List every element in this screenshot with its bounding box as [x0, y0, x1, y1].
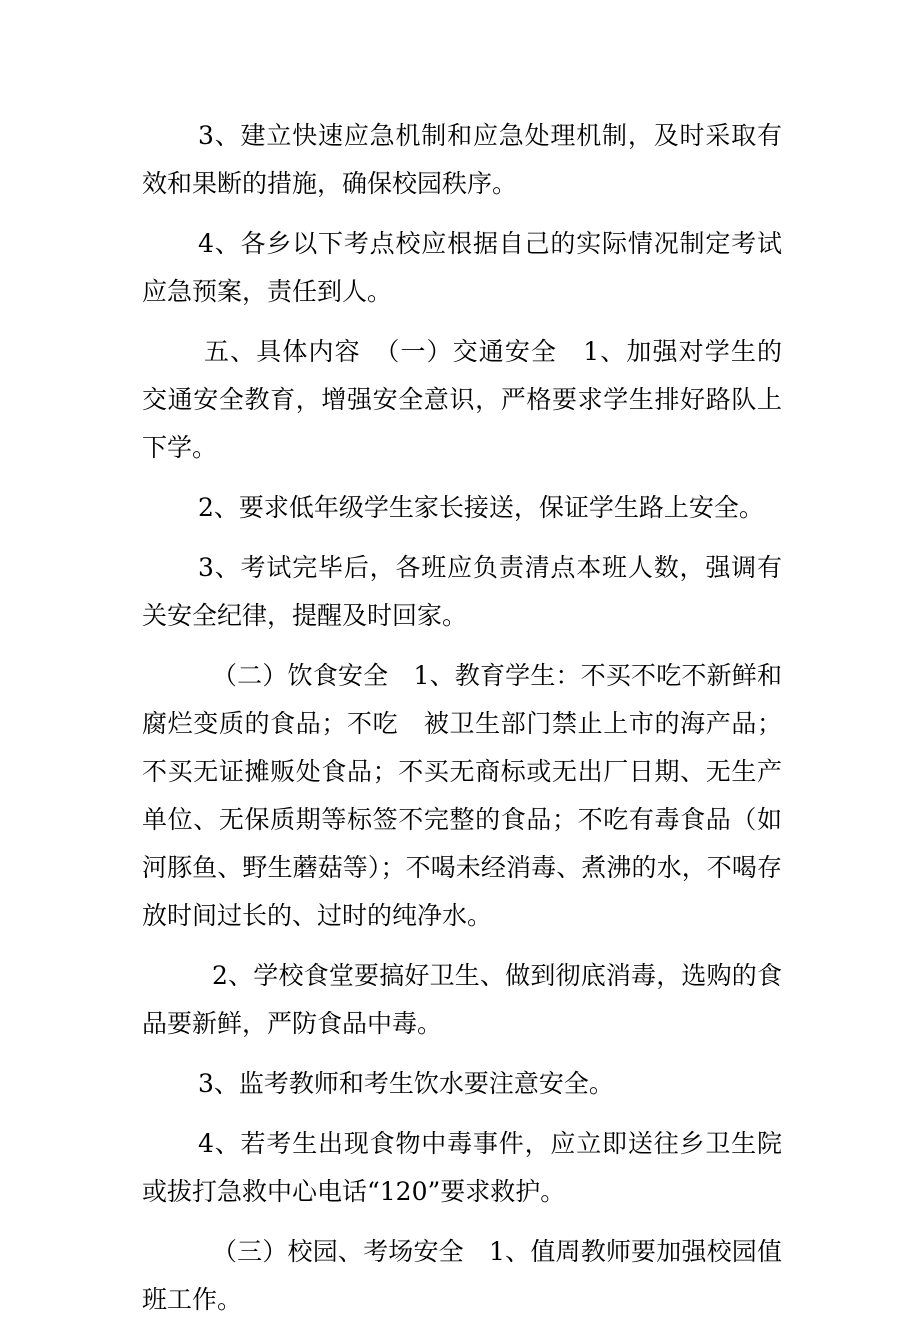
document-body — [142, 112, 782, 1336]
paragraph-3: 五、具体内容 （一）交通安全 1、加强对学生的交通安全教育，增强安全意识，严格要求学生排好路队上下学。 — [142, 337, 782, 462]
paragraph-8: 3、监考教师和考生饮水要注意安全。 — [198, 1069, 614, 1098]
paragraph-10: （三）校园、考场安全 1、值周教师要加强校园值班工作。 — [142, 1237, 782, 1314]
paragraph-9: 4、若考生出现食物中毒事件，应立即送往乡卫生院或拔打急救中心电话“120”要求救护。 — [142, 1129, 782, 1206]
paragraph-2: 4、各乡以下考点校应根据自己的实际情况制定考试应急预案，责任到人。 — [142, 229, 782, 306]
paragraph-5: 3、考试完毕后，各班应负责清点本班人数，强调有关安全纪律，提醒及时回家。 — [142, 553, 782, 630]
paragraph-7: 2、学校食堂要搞好卫生、做到彻底消毒，选购的食品要新鲜，严防食品中毒。 — [142, 961, 782, 1038]
paragraph-4: 2、要求低年级学生家长接送，保证学生路上安全。 — [198, 493, 764, 522]
paragraph-1: 3、建立快速应急机制和应急处理机制，及时采取有效和果断的措施，确保校园秩序。 — [142, 121, 782, 198]
paragraph-6: （二）饮食安全 1、教育学生：不买不吃不新鲜和腐烂变质的食品；不吃 被卫生部门禁止上市的海产品；不买无证摊贩处食品；不买无商标或无出厂日期、无生产单位、无保质期等标签不完整的食品；不吃有毒食品（如河豚鱼、野生蘑菇等）；不喝未经消毒、煮沸的水，不喝存放时间过长的、过时的纯净水。 — [142, 661, 782, 930]
